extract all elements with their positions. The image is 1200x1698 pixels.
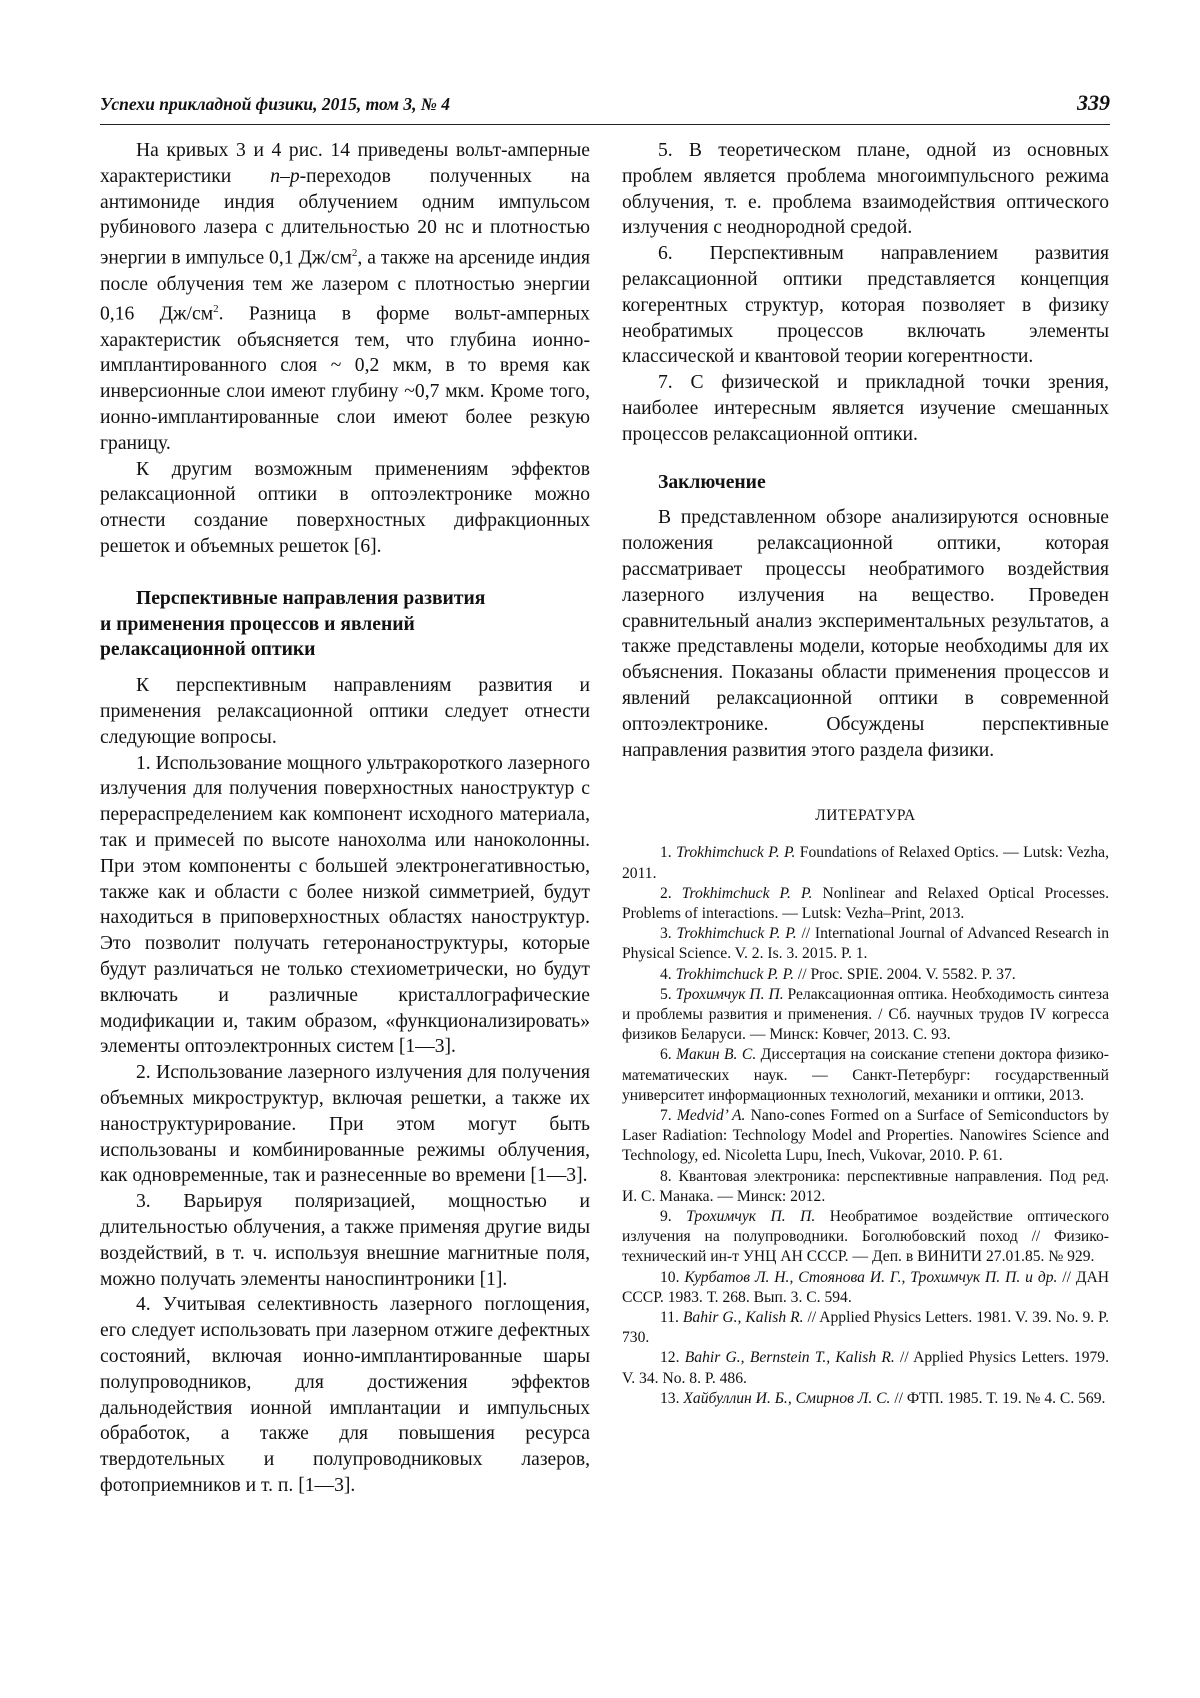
reference-author: Trokhimchuck P. P. (681, 884, 813, 902)
paragraph: 5. В теоретическом плане, одной из основных проблем является проблема многоимпульсного режима облучения, т. е. проблема взаимодействия оптического излучения с неоднородной средой. (622, 140, 1109, 239)
reference-item (622, 843, 1109, 883)
reference-item (622, 1348, 1109, 1388)
reference-text: Диссертация на соискание степени доктора физико-математических наук. — Санкт-Петербург: государственный университет информационных технологий, механики и оптики, 2013. (622, 1046, 1110, 1104)
reference-number: 10. (660, 1268, 685, 1286)
reference-author: Trokhimchuck P. P. (676, 844, 796, 862)
reference-number: 9. (660, 1207, 687, 1225)
reference-number: 7. (660, 1106, 677, 1124)
reference-text: // Applied Physics Letters. 1981. V. 39. No. 9. P. 730. (622, 1309, 1109, 1347)
reference-number: 3. (660, 925, 677, 943)
reference-text: // International Journal of Advanced Research in Physical Science. V. 2. Is. 3. 2015. P. 1. (622, 925, 1109, 963)
reference-text: Nonlinear and Relaxed Optical Processes. Problems of interactions. — Lutsk: Vezha–Print, 2013. (622, 884, 1109, 922)
paragraph: 3. Варьируя поляризацией, мощностью и длительностью облучения, а также применяя другие виды воздействий, в т. ч. используя внешние магнитные поля, можно получать элементы наноспинтроники [1]. (100, 1191, 590, 1290)
paragraph: 7. С физической и прикладной точки зрения, наиболее интересным является изучение смешанных процессов релаксационной оптики. (622, 372, 1109, 445)
reference-item (622, 1106, 1109, 1167)
reference-item (622, 884, 1109, 924)
reference-text: Nano-cones Formed on a Surface of Semiconductors by Laser Radiation: Technology Model and Properties. Nanowires Science and Technology, ed. Nicoletta Lupu, Inech, Vukovar, 2010. P. 61. (622, 1106, 1109, 1165)
reference-author: Trokhimchuck P. P. (676, 925, 797, 943)
reference-number: 12. (660, 1349, 685, 1367)
reference-text: // Applied Physics Letters. 1979. V. 34. No. 8. P. 486. (622, 1349, 1109, 1387)
reference-number: 2. (660, 884, 682, 902)
reference-author: Medvid’ A. (676, 1106, 746, 1124)
reference-item (622, 985, 1109, 1046)
conclusion-text: В представленном обзоре анализируются основные положения релаксационной оптики, которая рассматривает процессы необратимого воздействия лазерного излучения на вещество. Проведен сравнительный анализ экспериментальных результатов, а также представлены модели, которые необходимы для их объяснения. Показаны области применения процессов и явлений релаксационной оптики в современной оптоэлектронике. Обсуждены перспективные направления развития этого раздела физики. (622, 507, 1109, 761)
paragraph: 2. Использование лазерного излучения для получения объемных микроструктур, включая решетки, а также их наноструктурирование. При этом могут быть использованы и комбинированные режимы облучения, как одновременные, так и разнесенные во времени [1—3]. (100, 1062, 590, 1187)
reference-text: Foundations of Relaxed Optics. — Lutsk: Vezha, 2011. (622, 844, 1110, 882)
reference-text: Квантовая электроника: перспективные направления. Под ред. И. С. Манака. — Минск: 2012. (622, 1167, 1109, 1205)
reference-item (622, 1167, 1109, 1207)
reference-item (622, 965, 1109, 985)
reference-text: // Proc. SPIE. 2004. V. 5582. P. 37. (793, 965, 1016, 983)
reference-author: Хайбуллин И. Б., Смирнов Л. С. (683, 1389, 891, 1407)
reference-number: 5. (660, 985, 676, 1003)
reference-number: 13. (660, 1389, 684, 1407)
reference-text: Необратимое воздействие оптического излучения на полупроводники. Боголюбовский поход // Физико-технический ин-т УНЦ АН СССР. — Деп. в ВИНИТИ 27.01.85. № 929. (622, 1207, 1109, 1266)
reference-number: 6. (660, 1046, 677, 1064)
reference-number: 8. (660, 1167, 679, 1185)
reference-number: 11. (660, 1309, 683, 1326)
paragraph: На кривых 3 и 4 рис. 14 приведены вольт-амперные характеристики n–p-переходов полученных на антимониде индия облучением одним импульсом рубинового лазера с длительностью 20 нс и плотностью энергии в импульсе 0,1 $Дж/см^2$, а также на арсениде индия после облучения тем же лазером с плотностью энергии 0,16 $Дж/см^2$. Разница в форме вольт-амперных характеристик объясняется тем, что глубина ионно-имплантированного слоя ~ 0,2 мкм, в то время как инверсионные слои имеют глубину ~0,7 мкм. Кроме того, ионно-имплантированные слои имеют более резкую границу. (100, 140, 590, 454)
reference-item (622, 924, 1109, 964)
reference-author: Курбатов Л. Н., Стоянова И. Г., Трохимчук П. П. и др. (684, 1268, 1058, 1286)
references-heading: ЛИТЕРАТУРА (815, 807, 916, 825)
reference-text: // ФТП. 1985. Т. 19. № 4. С. 569. (890, 1389, 1106, 1407)
reference-text: // ДАН СССР. 1983. Т. 268. Вып. 3. С. 594. (622, 1268, 1110, 1306)
reference-item (622, 1207, 1109, 1268)
paragraph: К другим возможным применениям эффектов релаксационной оптики в оптоэлектронике можно отнести создание поверхностных дифракционных решеток и объемных решеток [6]. (100, 458, 590, 558)
journal-title: Успехи прикладной физики, 2015, том 3, № 4 (100, 94, 451, 114)
running-header (100, 92, 1110, 125)
reference-text: Релаксационная оптика. Необходимость синтеза и проблемы развития и применения. / Сб. научных трудов IV когресса физиков Беларуси. — Минск: Ковчег, 2013. С. 93. (622, 985, 1109, 1044)
reference-author: Трохимчук П. П. (686, 1207, 816, 1225)
reference-number: 1. (660, 844, 677, 862)
paragraph: 1. Использование мощного ультракороткого лазерного излучения для получения поверхностных наноструктур с перераспределением как компонент исходного материала, так и примесей по высоте нанохолма или наноколонны. При этом компоненты с большей электронегативностью, также как и области с более низкой симметрией, будут находиться в приповерхностных областях наноструктур. Это позволит получать гетеронаноструктуры, которые будут различаться не только стехиометрически, но будут включать и различные кристаллографические модификации и, таким образом, «функционализировать» элементы оптоэлектронных систем [1—3]. (100, 752, 590, 1058)
conclusion-heading: Заключение (658, 471, 766, 493)
right-column (622, 138, 1109, 1409)
page-number: 339 (1077, 90, 1110, 115)
reference-author: Трохимчук П. П. (675, 985, 784, 1003)
reference-item (622, 1045, 1109, 1106)
reference-item (622, 1389, 1109, 1409)
reference-item (622, 1268, 1109, 1308)
reference-author: Bahir G., Kalish R. (682, 1309, 804, 1326)
reference-author: Макин В. С. (676, 1046, 757, 1064)
paragraph: 4. Учитывая селективность лазерного поглощения, его следует использовать при лазерном отжиге дефектных состояний, включая ионно-имплантированные шары полупроводников, для достижения эффектов дальнодействия ионной имплантации и импульсных обработок, а также для повышения ресурса твердотельных и полупроводниковых лазеров, фотоприемников и т. п. [1—3]. (100, 1294, 590, 1496)
paragraph: 6. Перспективным направлением развития релаксационной оптики представляется концепция когерентных структур, которая позволяет в физику необратимых процессов включать элементы классической и квантовой теории когерентности. (622, 243, 1109, 368)
paragraph: К перспективным направлениям развития и применения релаксационной оптики следует отнести следующие вопросы. (100, 675, 590, 748)
reference-number: 4. (660, 965, 676, 983)
reference-item (622, 1308, 1109, 1348)
reference-list (622, 843, 1109, 1409)
reference-author: Bahir G., Bernstein T., Kalish R. (684, 1349, 895, 1367)
left-column (100, 138, 590, 1499)
reference-author: Trokhimchuck P. P. (675, 965, 794, 983)
section-heading: Перспективные направления развития и применения процессов и явлений релаксационной оптики (100, 587, 486, 661)
